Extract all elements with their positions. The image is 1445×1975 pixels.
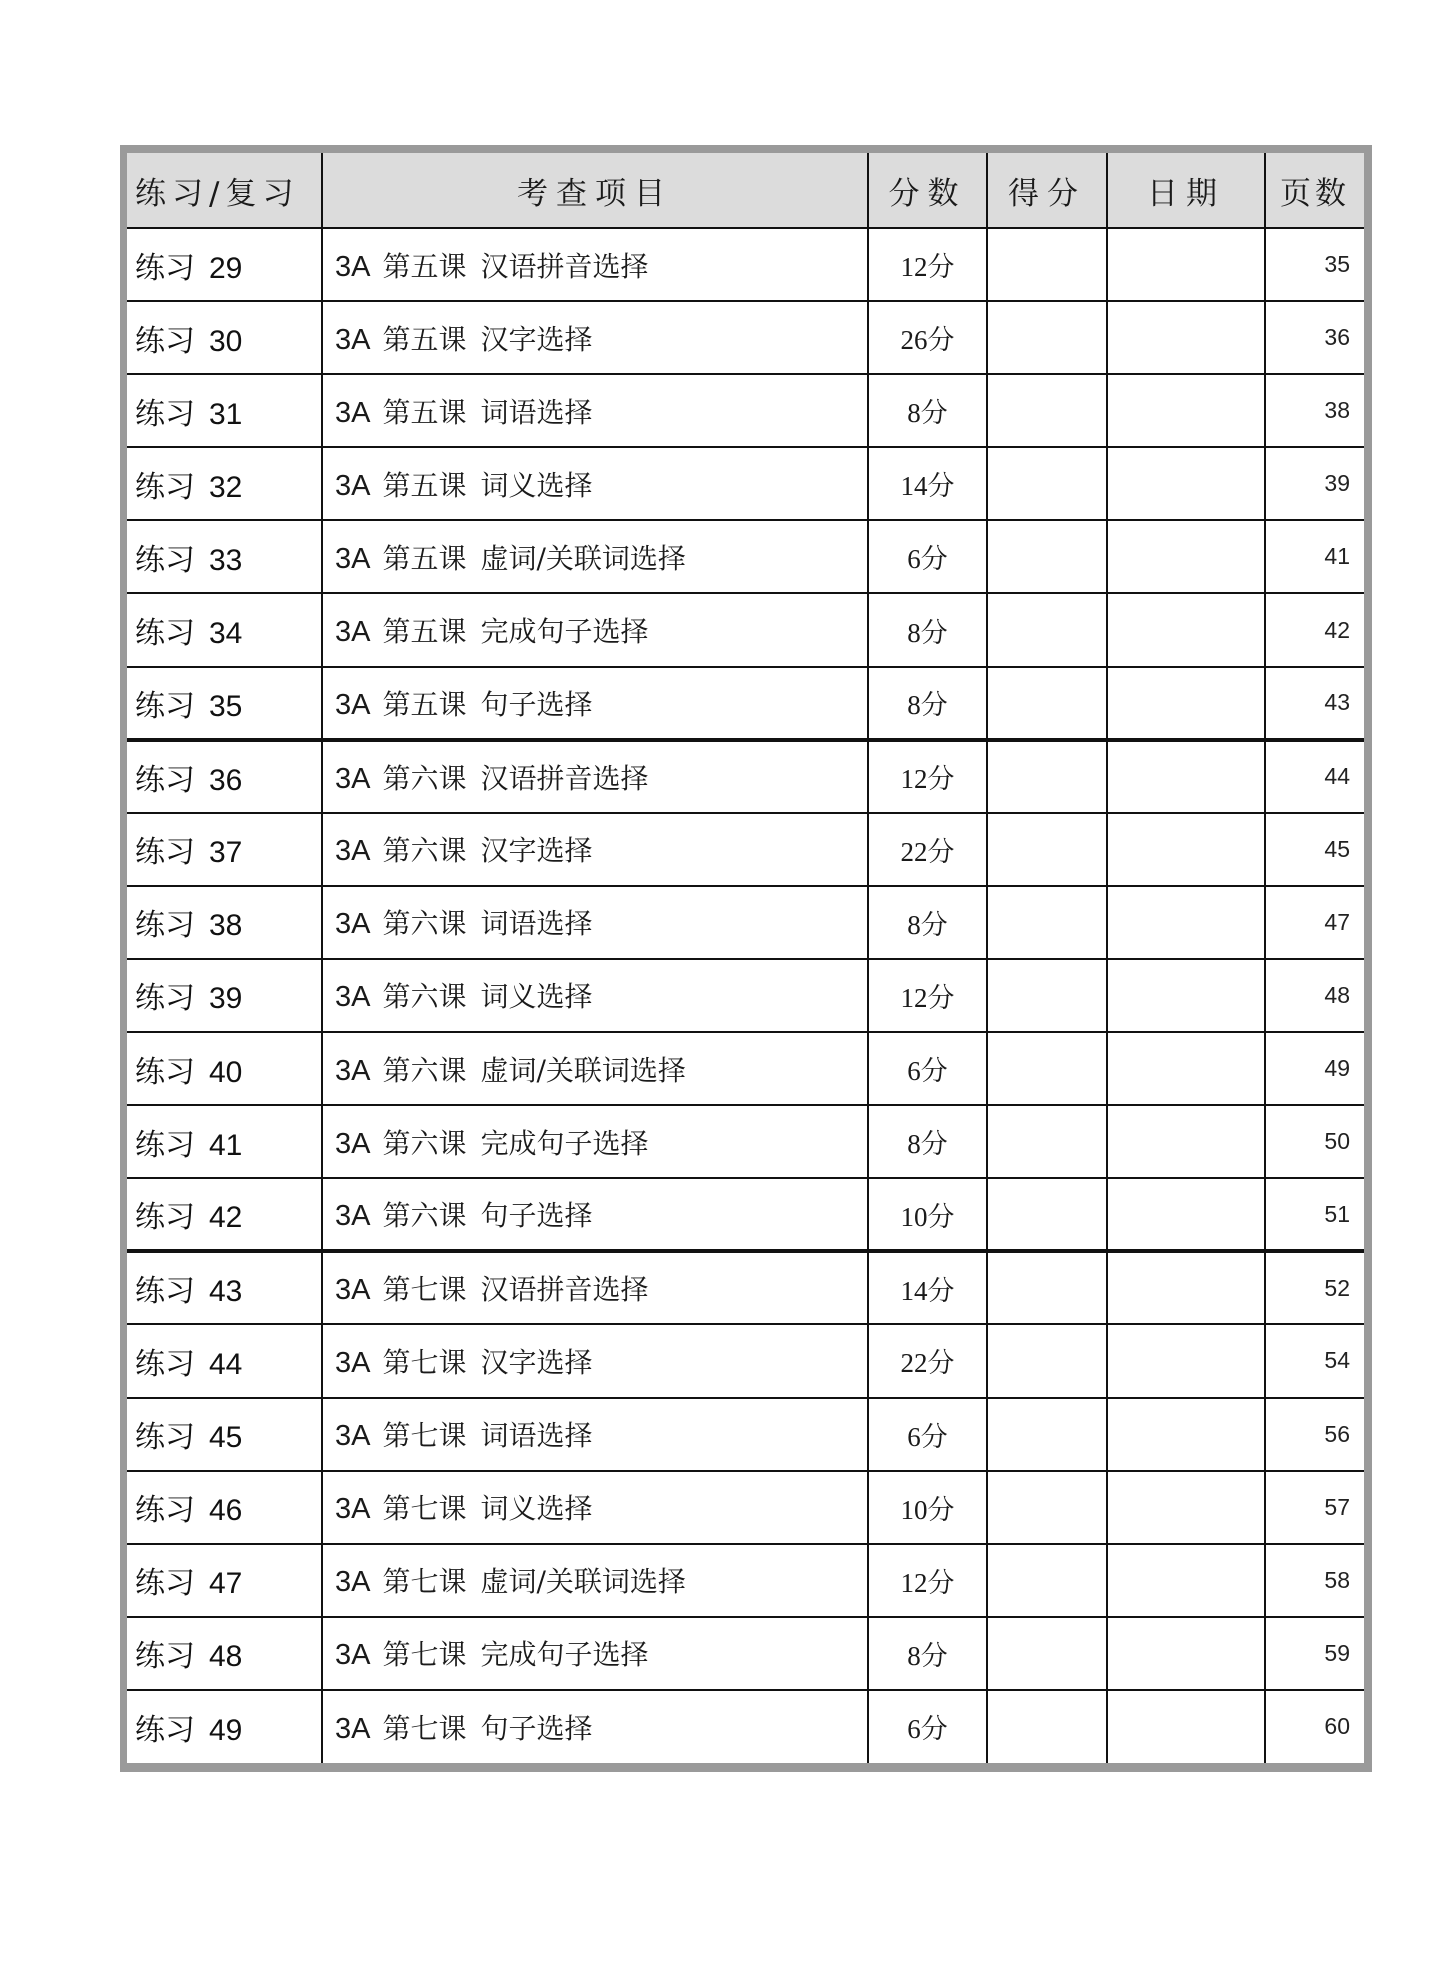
topic-label: 汉字选择	[480, 834, 593, 868]
item-cell	[322, 301, 868, 374]
exercise-label: 练习	[135, 1493, 195, 1529]
score-cell: 22分	[868, 1324, 987, 1397]
exercise-number: 35	[209, 689, 243, 723]
score-cell: 6分	[868, 520, 987, 593]
table-row	[127, 374, 1364, 447]
item-cell	[322, 1032, 868, 1105]
lesson-label: 第五课	[382, 687, 467, 721]
exercise-cell	[127, 959, 322, 1032]
exercise-cell	[127, 1544, 322, 1617]
exercise-cell	[127, 520, 322, 593]
lesson-label: 第六课	[382, 1126, 467, 1160]
item-cell	[322, 667, 868, 740]
level-code: 3A	[335, 250, 371, 283]
header-row	[127, 153, 1364, 228]
date-cell[interactable]	[1107, 593, 1265, 666]
item-cell	[322, 520, 868, 593]
obtained-score-cell[interactable]	[987, 301, 1107, 374]
score-cell: 8分	[868, 1617, 987, 1690]
score-cell: 12分	[868, 959, 987, 1032]
page-cell: 57	[1265, 1471, 1364, 1544]
table-row	[127, 1690, 1364, 1763]
date-cell[interactable]	[1107, 959, 1265, 1032]
lesson-label: 第七课	[382, 1273, 467, 1307]
topic-label: 句子选择	[480, 687, 593, 721]
score-cell: 8分	[868, 1105, 987, 1178]
topic-label: 完成句子选择	[480, 1638, 649, 1672]
level-code: 3A	[335, 1346, 371, 1379]
lesson-label: 第五课	[382, 468, 467, 502]
topic-label: 词义选择	[480, 1492, 593, 1526]
table-row	[127, 740, 1364, 813]
topic-label: 词语选择	[480, 907, 593, 941]
score-cell: 6分	[868, 1690, 987, 1763]
obtained-score-cell[interactable]	[987, 1105, 1107, 1178]
date-cell[interactable]	[1107, 228, 1265, 301]
level-code: 3A	[335, 1420, 371, 1453]
exercise-number: 30	[209, 324, 243, 358]
lesson-label: 第五课	[382, 395, 467, 429]
item-cell	[322, 1690, 868, 1763]
level-code: 3A	[335, 908, 371, 941]
score-cell: 6分	[868, 1398, 987, 1471]
exercise-label: 练习	[135, 250, 195, 286]
exercise-number: 33	[209, 543, 243, 577]
level-code: 3A	[335, 1493, 371, 1526]
exercise-cell	[127, 1471, 322, 1544]
page-cell: 51	[1265, 1178, 1364, 1251]
exercise-label: 练习	[135, 323, 195, 359]
page-cell: 54	[1265, 1324, 1364, 1397]
obtained-score-cell[interactable]	[987, 374, 1107, 447]
lesson-label: 第六课	[382, 834, 467, 868]
level-code: 3A	[335, 323, 371, 356]
obtained-score-cell[interactable]	[987, 1398, 1107, 1471]
obtained-score-cell[interactable]	[987, 593, 1107, 666]
item-cell	[322, 740, 868, 813]
obtained-score-cell[interactable]	[987, 1032, 1107, 1105]
level-code: 3A	[335, 1127, 371, 1160]
exercise-number: 41	[209, 1128, 243, 1162]
score-cell: 12分	[868, 228, 987, 301]
lesson-label: 第七课	[382, 1419, 467, 1453]
table-row	[127, 667, 1364, 740]
table-body	[127, 228, 1364, 1763]
exercise-label: 练习	[135, 1420, 195, 1456]
exercise-cell	[127, 1324, 322, 1397]
item-cell	[322, 1617, 868, 1690]
page-cell: 56	[1265, 1398, 1364, 1471]
lesson-label: 第五课	[382, 615, 467, 649]
level-code: 3A	[335, 1712, 371, 1745]
exercise-label: 练习	[135, 1054, 195, 1090]
table-row	[127, 228, 1364, 301]
table-row	[127, 813, 1364, 886]
exercise-label: 练习	[135, 1346, 195, 1382]
exercise-cell	[127, 1105, 322, 1178]
topic-label: 完成句子选择	[480, 615, 649, 649]
exercise-label: 练习	[135, 1127, 195, 1163]
date-cell[interactable]	[1107, 1178, 1265, 1251]
date-cell[interactable]	[1107, 1105, 1265, 1178]
exercise-cell	[127, 1178, 322, 1251]
date-cell[interactable]	[1107, 1251, 1265, 1324]
exercise-number: 32	[209, 470, 243, 504]
score-cell: 22分	[868, 813, 987, 886]
page-cell: 59	[1265, 1617, 1364, 1690]
date-cell[interactable]	[1107, 1471, 1265, 1544]
table-row	[127, 520, 1364, 593]
header-item: 考查项目	[322, 153, 868, 228]
level-code: 3A	[335, 1274, 371, 1307]
date-cell[interactable]	[1107, 1544, 1265, 1617]
item-cell	[322, 1544, 868, 1617]
date-cell[interactable]	[1107, 374, 1265, 447]
item-cell	[322, 959, 868, 1032]
page-cell: 52	[1265, 1251, 1364, 1324]
score-cell: 14分	[868, 447, 987, 520]
item-cell	[322, 1178, 868, 1251]
exercise-number: 43	[209, 1275, 243, 1309]
topic-label: 虚词/关联词选择	[480, 1565, 686, 1599]
topic-label: 汉字选择	[480, 1345, 593, 1379]
header-page: 页数	[1265, 153, 1364, 228]
date-cell[interactable]	[1107, 740, 1265, 813]
lesson-label: 第七课	[382, 1711, 467, 1745]
score-cell: 10分	[868, 1178, 987, 1251]
date-cell[interactable]	[1107, 1617, 1265, 1690]
date-cell[interactable]	[1107, 520, 1265, 593]
obtained-score-cell[interactable]	[987, 1617, 1107, 1690]
item-cell	[322, 374, 868, 447]
page-cell: 48	[1265, 959, 1364, 1032]
page-cell: 41	[1265, 520, 1364, 593]
exercise-number: 29	[209, 251, 243, 285]
exercise-number: 45	[209, 1421, 243, 1455]
exercise-label: 练习	[135, 835, 195, 871]
date-cell[interactable]	[1107, 886, 1265, 959]
topic-label: 句子选择	[480, 1711, 593, 1745]
topic-label: 虚词/关联词选择	[480, 1053, 686, 1087]
exercise-cell	[127, 1398, 322, 1471]
exercise-cell	[127, 1690, 322, 1763]
page-cell: 44	[1265, 740, 1364, 813]
exercise-cell	[127, 447, 322, 520]
exercise-number: 36	[209, 763, 243, 797]
page-cell: 43	[1265, 667, 1364, 740]
table-row	[127, 301, 1364, 374]
topic-label: 汉字选择	[480, 322, 593, 356]
header-score: 分数	[868, 153, 987, 228]
score-cell: 8分	[868, 593, 987, 666]
date-cell[interactable]	[1107, 813, 1265, 886]
score-cell: 8分	[868, 667, 987, 740]
table-row	[127, 1617, 1364, 1690]
item-cell	[322, 1471, 868, 1544]
page-cell: 58	[1265, 1544, 1364, 1617]
item-cell	[322, 886, 868, 959]
item-cell	[322, 228, 868, 301]
exercise-cell	[127, 813, 322, 886]
score-cell: 26分	[868, 301, 987, 374]
obtained-score-cell[interactable]	[987, 1690, 1107, 1763]
exercise-cell	[127, 1617, 322, 1690]
exercise-number: 44	[209, 1347, 243, 1381]
obtained-score-cell[interactable]	[987, 1251, 1107, 1324]
item-cell	[322, 1398, 868, 1471]
exercise-number: 37	[209, 836, 243, 870]
lesson-label: 第六课	[382, 980, 467, 1014]
page-cell: 38	[1265, 374, 1364, 447]
exercise-label: 练习	[135, 908, 195, 944]
table-frame	[120, 145, 1372, 1772]
exercise-label: 练习	[135, 1712, 195, 1748]
obtained-score-cell[interactable]	[987, 228, 1107, 301]
topic-label: 词义选择	[480, 980, 593, 1014]
item-cell	[322, 1105, 868, 1178]
obtained-score-cell[interactable]	[987, 667, 1107, 740]
page-cell: 50	[1265, 1105, 1364, 1178]
page-cell: 35	[1265, 228, 1364, 301]
table-row	[127, 959, 1364, 1032]
date-cell[interactable]	[1107, 1398, 1265, 1471]
lesson-label: 第五课	[382, 541, 467, 575]
date-cell[interactable]	[1107, 1032, 1265, 1105]
date-cell[interactable]	[1107, 301, 1265, 374]
exercise-label: 练习	[135, 1566, 195, 1602]
topic-label: 汉语拼音选择	[480, 1273, 649, 1307]
lesson-label: 第六课	[382, 1053, 467, 1087]
score-cell: 12分	[868, 740, 987, 813]
lesson-label: 第六课	[382, 907, 467, 941]
obtained-score-cell[interactable]	[987, 959, 1107, 1032]
level-code: 3A	[335, 1200, 371, 1233]
level-code: 3A	[335, 1639, 371, 1672]
page-cell: 60	[1265, 1690, 1364, 1763]
exercise-number: 34	[209, 617, 243, 651]
page-cell: 36	[1265, 301, 1364, 374]
topic-label: 汉语拼音选择	[480, 249, 649, 283]
exercise-label: 练习	[135, 762, 195, 798]
obtained-score-cell[interactable]	[987, 813, 1107, 886]
exercise-number: 42	[209, 1201, 243, 1235]
score-cell: 8分	[868, 374, 987, 447]
obtained-score-cell[interactable]	[987, 740, 1107, 813]
page-cell: 42	[1265, 593, 1364, 666]
exercise-number: 48	[209, 1640, 243, 1674]
score-cell: 12分	[868, 1544, 987, 1617]
exercise-label: 练习	[135, 469, 195, 505]
table-row	[127, 1544, 1364, 1617]
exercise-cell	[127, 1251, 322, 1324]
exercise-cell	[127, 1032, 322, 1105]
obtained-score-cell[interactable]	[987, 1471, 1107, 1544]
topic-label: 句子选择	[480, 1199, 593, 1233]
table-row	[127, 1398, 1364, 1471]
exercise-cell	[127, 886, 322, 959]
lesson-label: 第五课	[382, 249, 467, 283]
score-cell: 6分	[868, 1032, 987, 1105]
table-row	[127, 447, 1364, 520]
exercise-label: 练习	[135, 396, 195, 432]
item-cell	[322, 813, 868, 886]
obtained-score-cell[interactable]	[987, 1178, 1107, 1251]
level-code: 3A	[335, 469, 371, 502]
exercise-number: 39	[209, 982, 243, 1016]
exercise-number: 40	[209, 1055, 243, 1089]
level-code: 3A	[335, 542, 371, 575]
exercise-cell	[127, 374, 322, 447]
page-cell: 39	[1265, 447, 1364, 520]
exercise-number: 46	[209, 1494, 243, 1528]
item-cell	[322, 1251, 868, 1324]
page-cell: 47	[1265, 886, 1364, 959]
exercise-cell	[127, 228, 322, 301]
table-row	[127, 1105, 1364, 1178]
exercise-label: 练习	[135, 542, 195, 578]
lesson-label: 第六课	[382, 1199, 467, 1233]
level-code: 3A	[335, 396, 371, 429]
item-cell	[322, 593, 868, 666]
level-code: 3A	[335, 762, 371, 795]
header-exercise: 练习/复习	[127, 153, 322, 228]
exercise-label: 练习	[135, 1274, 195, 1310]
table-row	[127, 1178, 1364, 1251]
topic-label: 词义选择	[480, 468, 593, 502]
table-row	[127, 1032, 1364, 1105]
exercise-number: 47	[209, 1567, 243, 1601]
level-code: 3A	[335, 981, 371, 1014]
table-row	[127, 1251, 1364, 1324]
score-cell: 10分	[868, 1471, 987, 1544]
obtained-score-cell[interactable]	[987, 1544, 1107, 1617]
exercise-table	[127, 153, 1364, 1763]
level-code: 3A	[335, 835, 371, 868]
lesson-label: 第七课	[382, 1565, 467, 1599]
level-code: 3A	[335, 688, 371, 721]
obtained-score-cell[interactable]	[987, 447, 1107, 520]
date-cell[interactable]	[1107, 447, 1265, 520]
obtained-score-cell[interactable]	[987, 1324, 1107, 1397]
exercise-number: 49	[209, 1713, 243, 1747]
table-row	[127, 1324, 1364, 1397]
exercise-cell	[127, 740, 322, 813]
obtained-score-cell[interactable]	[987, 520, 1107, 593]
header-obtained: 得分	[987, 153, 1107, 228]
table-row	[127, 886, 1364, 959]
page-cell: 45	[1265, 813, 1364, 886]
date-cell[interactable]	[1107, 1324, 1265, 1397]
date-cell[interactable]	[1107, 1690, 1265, 1763]
lesson-label: 第七课	[382, 1345, 467, 1379]
lesson-label: 第七课	[382, 1492, 467, 1526]
topic-label: 虚词/关联词选择	[480, 541, 686, 575]
item-cell	[322, 1324, 868, 1397]
exercise-label: 练习	[135, 688, 195, 724]
topic-label: 完成句子选择	[480, 1126, 649, 1160]
exercise-label: 练习	[135, 1639, 195, 1675]
obtained-score-cell[interactable]	[987, 886, 1107, 959]
exercise-cell	[127, 301, 322, 374]
item-cell	[322, 447, 868, 520]
table-row	[127, 593, 1364, 666]
level-code: 3A	[335, 1054, 371, 1087]
lesson-label: 第七课	[382, 1638, 467, 1672]
header-date: 日期	[1107, 153, 1265, 228]
exercise-label: 练习	[135, 1200, 195, 1236]
topic-label: 词语选择	[480, 1419, 593, 1453]
page-cell: 49	[1265, 1032, 1364, 1105]
exercise-cell	[127, 593, 322, 666]
exercise-label: 练习	[135, 616, 195, 652]
exercise-number: 31	[209, 397, 243, 431]
topic-label: 汉语拼音选择	[480, 761, 649, 795]
lesson-label: 第五课	[382, 322, 467, 356]
lesson-label: 第六课	[382, 761, 467, 795]
table-row	[127, 1471, 1364, 1544]
exercise-label: 练习	[135, 981, 195, 1017]
exercise-number: 38	[209, 909, 243, 943]
level-code: 3A	[335, 616, 371, 649]
score-cell: 14分	[868, 1251, 987, 1324]
score-cell: 8分	[868, 886, 987, 959]
exercise-cell	[127, 667, 322, 740]
date-cell[interactable]	[1107, 667, 1265, 740]
topic-label: 词语选择	[480, 395, 593, 429]
level-code: 3A	[335, 1566, 371, 1599]
